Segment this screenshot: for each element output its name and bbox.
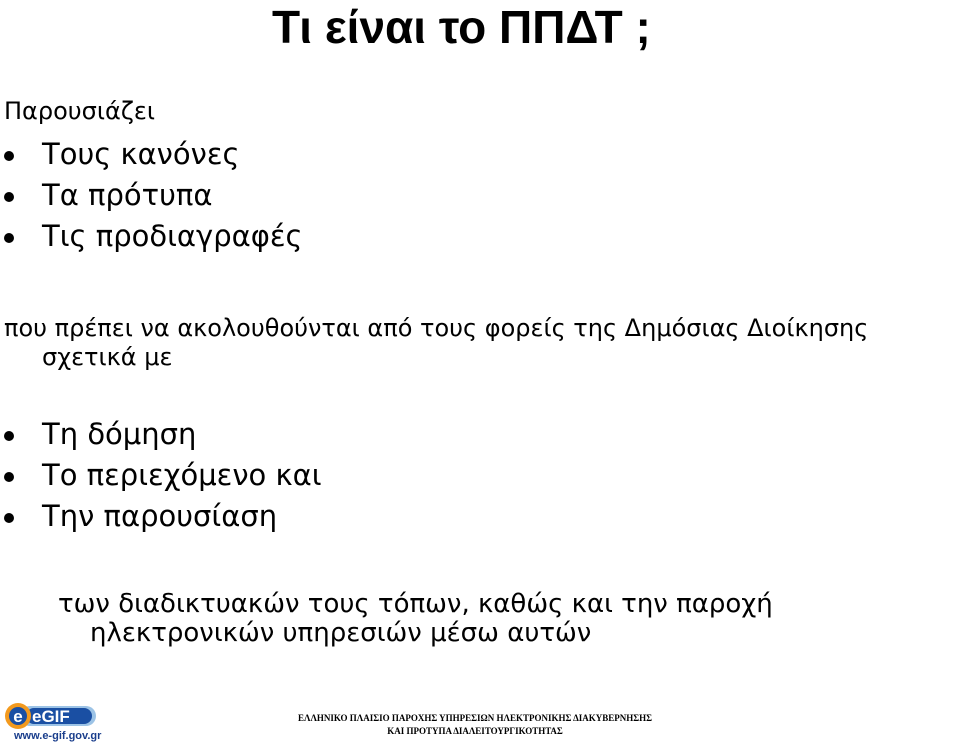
- footer: [240, 712, 710, 738]
- list-item: Τους κανόνες: [0, 134, 303, 175]
- svg-text:e: e: [13, 707, 23, 726]
- paragraph-1: [4, 314, 954, 372]
- list-item: Τη δόμηση: [0, 414, 322, 455]
- list-item: Το περιεχόμενο και: [0, 455, 322, 496]
- paragraph-1-line-1: που πρέπει να ακολουθούνται από τους φορείς της Δημόσιας Διοίκησης: [4, 314, 869, 342]
- paragraph-2-line-2: ηλεκτρονικών υπηρεσιών μέσω αυτών: [90, 618, 592, 648]
- paragraph-2-line-1: των διαδικτυακών τους τόπων, καθώς και την παροχή: [58, 589, 773, 619]
- footer-line-2: ΚΑΙ ΠΡΟΤΥΠΑ ΔΙΑΛΕΙΤΟΥΡΓΙΚΟΤΗΤΑΣ: [387, 726, 563, 736]
- bullet-list-2: [0, 414, 322, 537]
- paragraph-2: [58, 590, 938, 648]
- intro-text: Παρουσιάζει: [4, 97, 155, 125]
- logo-url: www.e-gif.gov.gr: [14, 730, 102, 742]
- list-item: Την παρουσίαση: [0, 496, 322, 537]
- paragraph-1-line-2: σχετικά με: [42, 343, 173, 371]
- slide-title: Τι είναι το ΠΠΔΤ ;: [272, 1, 651, 53]
- footer-line-1: ΕΛΛΗΝΙΚΟ ΠΛΑΙΣΙΟ ΠΑΡΟΧΗΣ ΥΠΗΡΕΣΙΩΝ ΗΛΕΚΤΡΟΝΙΚΗΣ ΔΙΑΚΥΒΕΡΝΗΣΗΣ: [297, 713, 653, 723]
- logo-text: eGIF: [32, 707, 70, 726]
- list-item: Τα πρότυπα: [0, 175, 303, 216]
- bullet-list-1: [0, 134, 303, 257]
- list-item: Τις προδιαγραφές: [0, 216, 303, 257]
